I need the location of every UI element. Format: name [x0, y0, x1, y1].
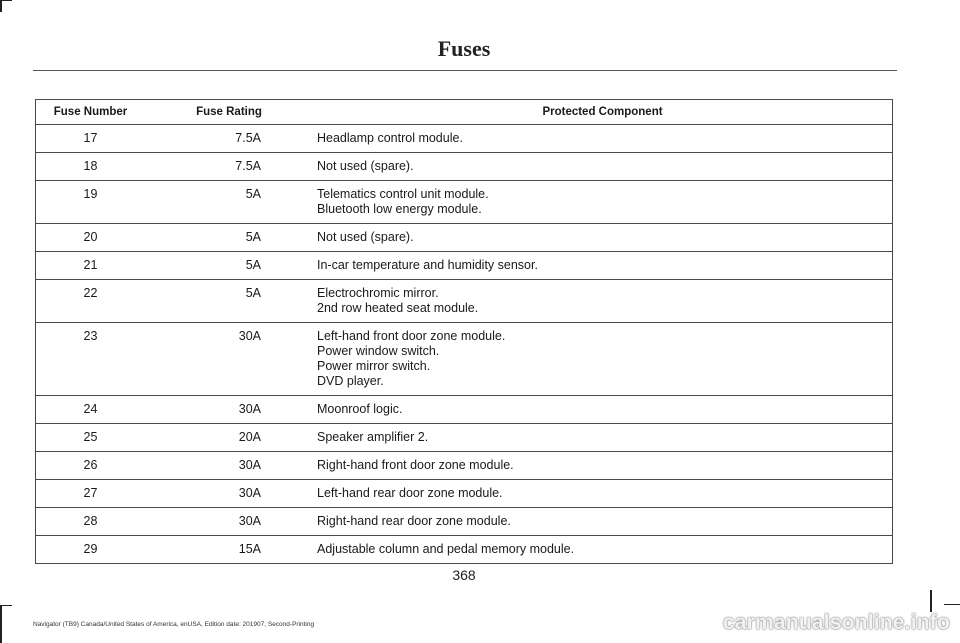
protected-component-cell: [313, 424, 893, 452]
fuse-rating-cell: 30A: [145, 396, 313, 424]
fuse-table: [35, 99, 893, 564]
table-row: [36, 480, 893, 508]
fuse-table-body: [36, 125, 893, 564]
table-row: [36, 224, 893, 252]
fuse-rating-cell: 5A: [145, 280, 313, 323]
fuse-rating-cell: 30A: [145, 508, 313, 536]
protected-component-line: Power window switch.: [317, 344, 440, 358]
fuse-number-cell: 23: [36, 323, 146, 396]
table-row: [36, 424, 893, 452]
protected-component-cell: [313, 224, 893, 252]
protected-component-line: Power mirror switch.: [317, 359, 431, 373]
protected-component-line: Moonroof logic.: [317, 402, 403, 416]
protected-component-line: Adjustable column and pedal memory module.: [317, 542, 575, 556]
fuse-number-cell: 29: [36, 536, 146, 564]
table-row: [36, 508, 893, 536]
fuse-number-cell: 19: [36, 181, 146, 224]
fuse-number-cell: 22: [36, 280, 146, 323]
protected-component-line: Not used (spare).: [317, 159, 414, 173]
table-row: [36, 536, 893, 564]
fuse-number-cell: 27: [36, 480, 146, 508]
column-header-fuse-number: Fuse Number: [36, 100, 146, 125]
table-row: [36, 252, 893, 280]
fuse-number-cell: 26: [36, 452, 146, 480]
protected-component-cell: [313, 396, 893, 424]
protected-component-line: Right-hand front door zone module.: [317, 458, 514, 472]
fuse-rating-cell: 30A: [145, 323, 313, 396]
protected-component-line: Left-hand rear door zone module.: [317, 486, 503, 500]
crop-mark-top-left-h: [0, 0, 12, 1]
protected-component-line: Not used (spare).: [317, 230, 414, 244]
protected-component-line: 2nd row heated seat module.: [317, 301, 479, 315]
protected-component-cell: [313, 252, 893, 280]
fuse-number-cell: 18: [36, 153, 146, 181]
fuse-rating-cell: 30A: [145, 452, 313, 480]
protected-component-line: Speaker amplifier 2.: [317, 430, 429, 444]
fuse-number-cell: 28: [36, 508, 146, 536]
watermark-logo: carmanualsonline.info: [722, 611, 950, 634]
fuse-rating-cell: 15A: [145, 536, 313, 564]
fuse-number-cell: 21: [36, 252, 146, 280]
table-row: [36, 181, 893, 224]
protected-component-line: Left-hand front door zone module.: [317, 329, 506, 343]
protected-component-line: Right-hand rear door zone module.: [317, 514, 511, 528]
crop-mark-bottom-left-h: [0, 605, 12, 606]
fuse-rating-cell: 5A: [145, 224, 313, 252]
protected-component-line: Electrochromic mirror.: [317, 286, 439, 300]
crop-mark-top-left: [0, 0, 2, 12]
fuse-number-cell: 17: [36, 125, 146, 153]
protected-component-cell: [313, 452, 893, 480]
protected-component-cell: [313, 280, 893, 323]
crop-mark-right-h: [944, 604, 960, 605]
table-row: [36, 396, 893, 424]
fuse-rating-cell: 20A: [145, 424, 313, 452]
fuse-rating-cell: 7.5A: [145, 153, 313, 181]
fuse-rating-cell: 30A: [145, 480, 313, 508]
protected-component-line: In-car temperature and humidity sensor.: [317, 258, 538, 272]
protected-component-line: Bluetooth low energy module.: [317, 202, 482, 216]
protected-component-line: Headlamp control module.: [317, 131, 463, 145]
fuse-rating-cell: 7.5A: [145, 125, 313, 153]
page-number: 368: [452, 567, 476, 583]
table-row: [36, 323, 893, 396]
protected-component-line: DVD player.: [317, 374, 384, 388]
protected-component-cell: [313, 323, 893, 396]
fuse-number-cell: 25: [36, 424, 146, 452]
page-title: Fuses: [437, 36, 491, 61]
table-row: [36, 452, 893, 480]
table-row: [36, 153, 893, 181]
protected-component-cell: [313, 181, 893, 224]
protected-component-line: Telematics control unit module.: [317, 187, 489, 201]
crop-mark-bottom-left: [0, 605, 2, 643]
protected-component-cell: [313, 508, 893, 536]
column-header-fuse-rating: Fuse Rating: [145, 100, 313, 125]
fuse-number-cell: 24: [36, 396, 146, 424]
protected-component-cell: [313, 125, 893, 153]
protected-component-cell: [313, 536, 893, 564]
protected-component-cell: [313, 153, 893, 181]
table-row: [36, 280, 893, 323]
table-row: [36, 125, 893, 153]
table-header-row: [36, 100, 893, 125]
edition-footer: Navigator (TB9) Canada/United States of America, enUSA, Edition date: 201907, Second-Printing: [33, 621, 315, 628]
crop-mark-bottom-right: [930, 590, 932, 612]
fuse-number-cell: 20: [36, 224, 146, 252]
fuse-rating-cell: 5A: [145, 252, 313, 280]
column-header-protected-component: Protected Component: [313, 100, 893, 125]
fuse-rating-cell: 5A: [145, 181, 313, 224]
title-divider: [33, 70, 897, 71]
protected-component-cell: [313, 480, 893, 508]
